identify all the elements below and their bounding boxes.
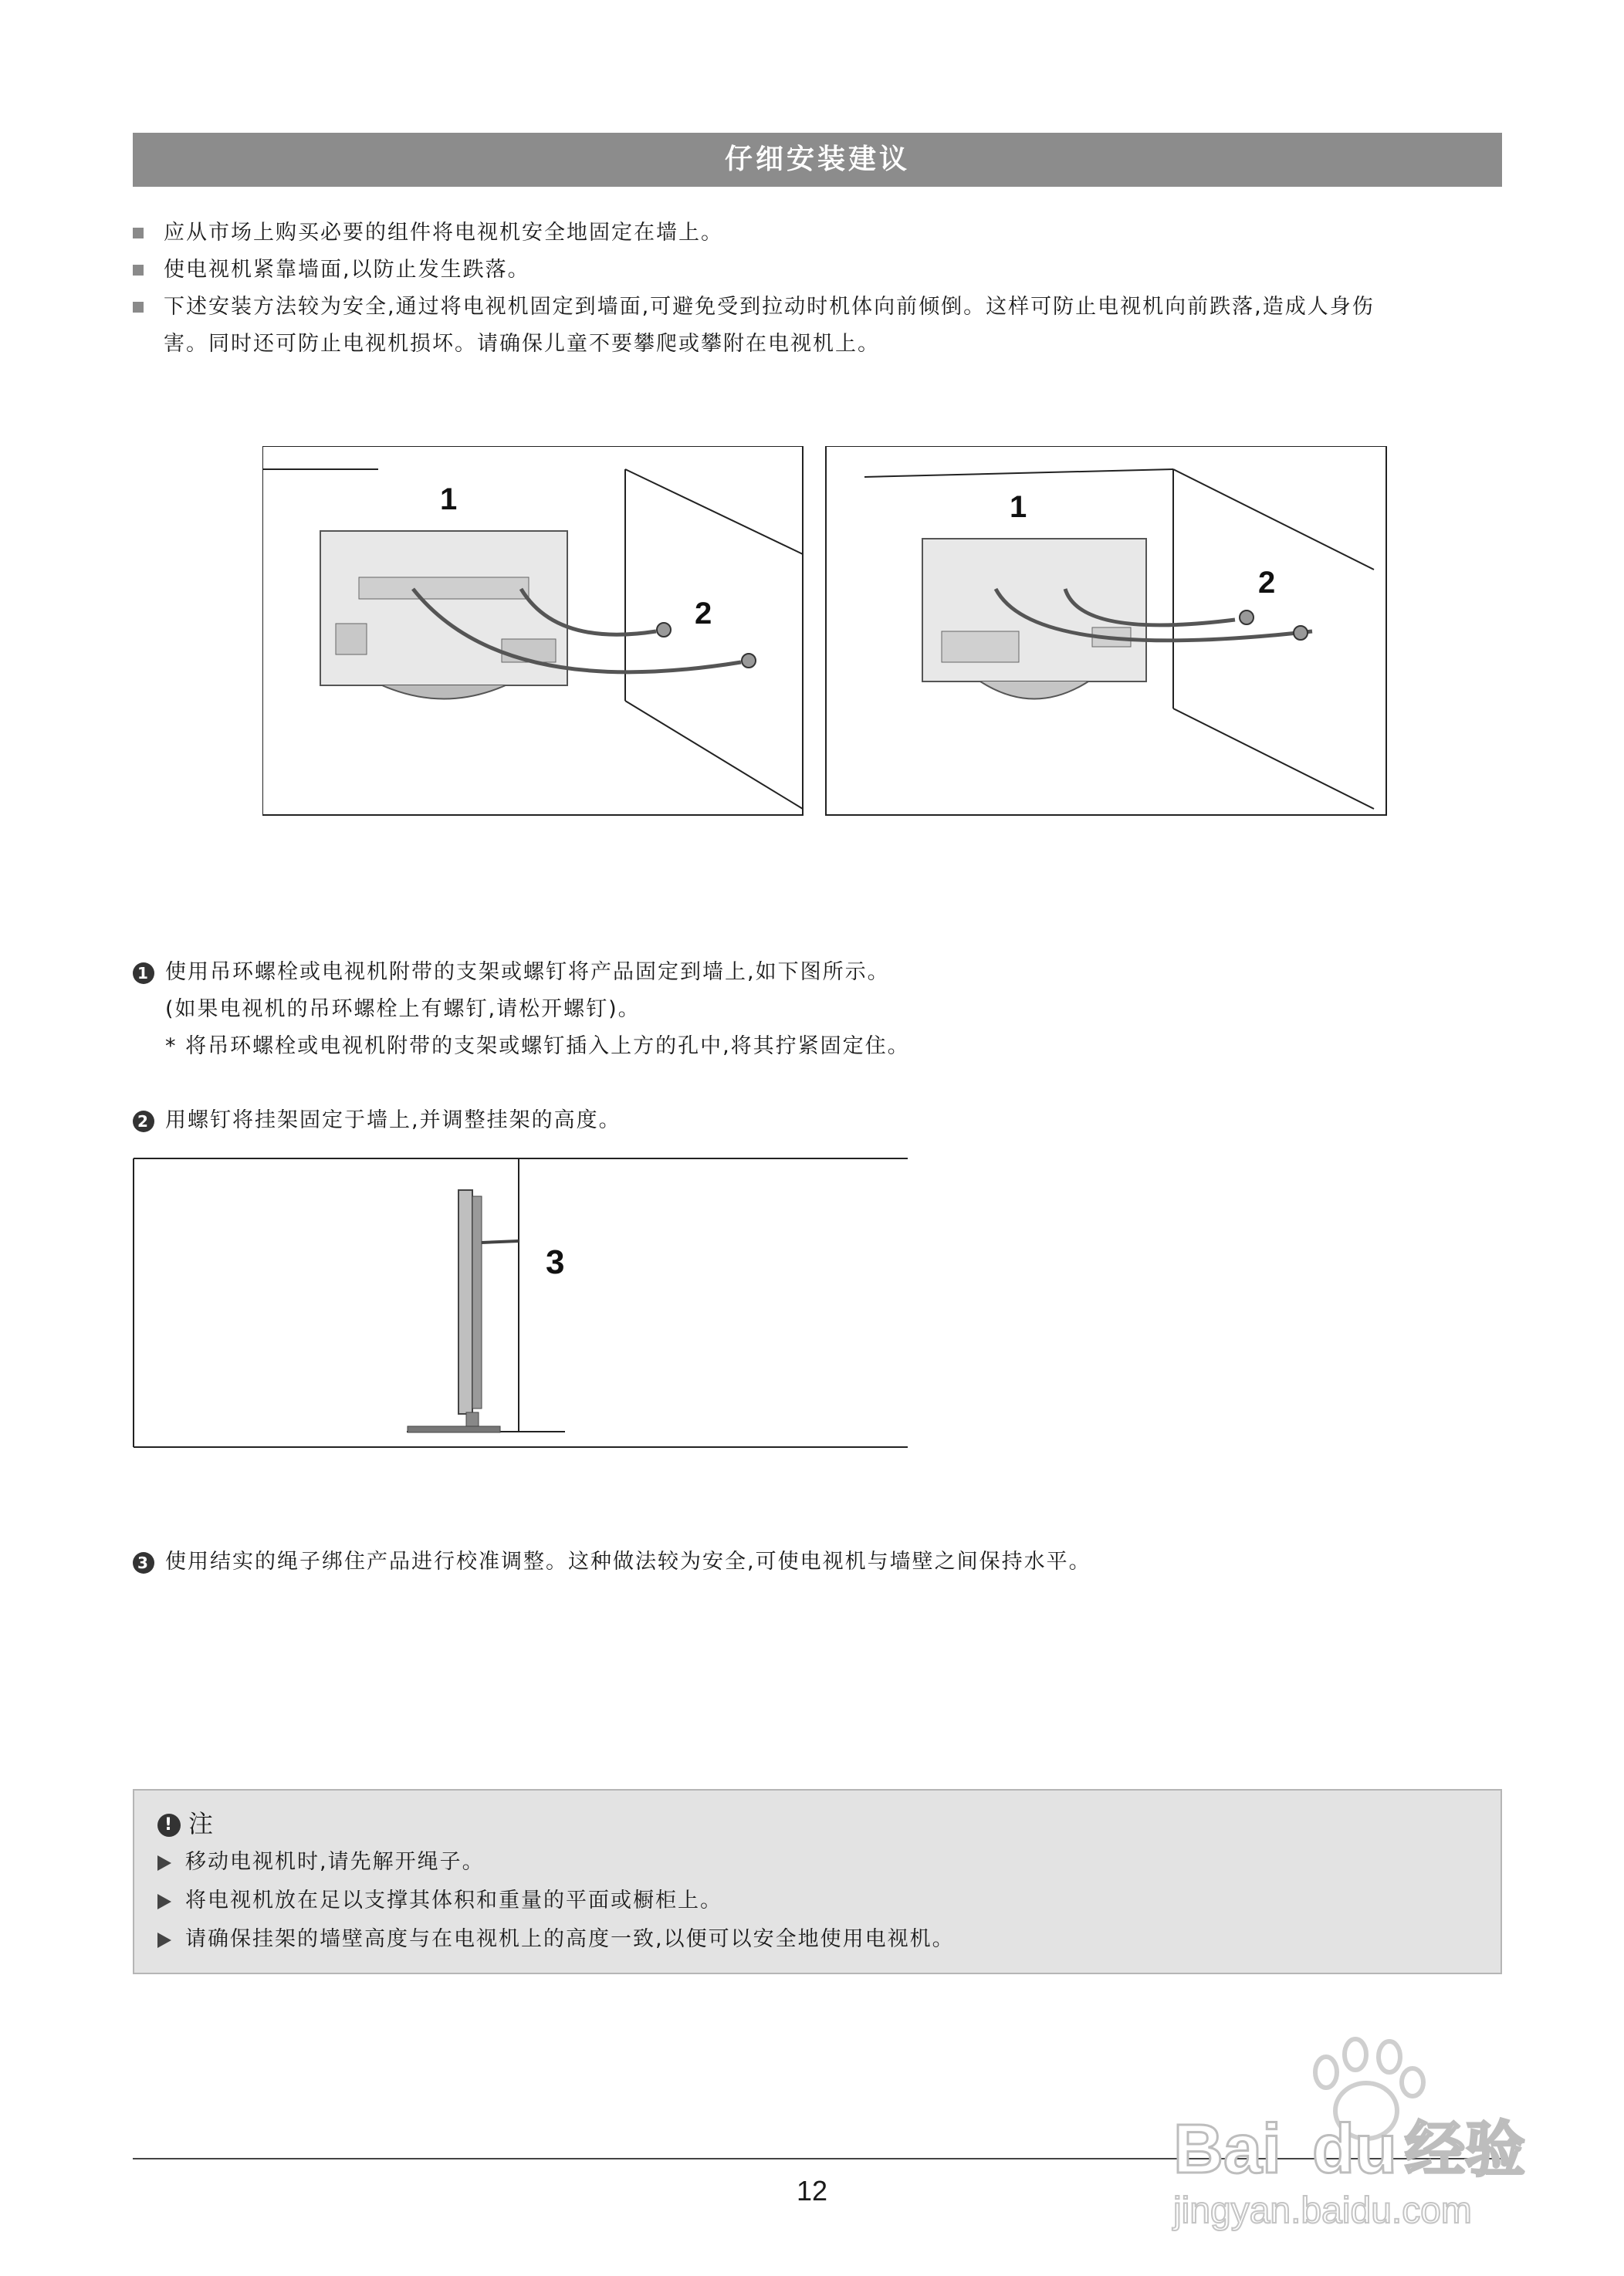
square-bullet-icon: [133, 302, 144, 313]
square-bullet-icon: [133, 228, 144, 238]
triangle-bullet-icon: [157, 1855, 171, 1871]
triangle-bullet-icon: [157, 1894, 171, 1909]
fig-label: 2: [1258, 566, 1276, 600]
exclamation-icon: !: [157, 1814, 181, 1837]
bullet-item: [133, 289, 1507, 326]
step-2: [133, 1102, 621, 1139]
fig-label: 1: [1010, 490, 1027, 524]
bullet-text: 下述安装方法较为安全,通过将电视机固定到墙面,可避免受到拉动时机体向前倾倒。这样可防止电视机向前跌落,造成人身伤: [164, 295, 1375, 319]
note-item: [157, 1882, 1477, 1920]
wall-bolt-icon: [742, 654, 756, 668]
tv-back-icon: [922, 539, 1146, 699]
triangle-bullet-icon: [157, 1933, 171, 1948]
bullet-item: [133, 215, 1507, 252]
note-box: [133, 1789, 1502, 1974]
step-number-badge: 1: [133, 962, 154, 984]
left-diagram: [262, 446, 803, 815]
bullet-text: 使电视机紧靠墙面,以防止发生跌落。: [164, 258, 530, 282]
section-title: 仔细安装建议: [133, 133, 1502, 187]
bullet-text: 应从市场上购买必要的组件将电视机安全地固定在墙上。: [164, 221, 723, 245]
wall-bolt-icon: [657, 623, 671, 637]
watermark-brand: Bai: [1173, 2111, 1282, 2188]
watermark-cn: 经验: [1405, 2115, 1526, 2185]
fig-label: 1: [440, 482, 458, 516]
tv-back-icon: [320, 531, 567, 699]
step-3: [133, 1544, 1091, 1581]
watermark-url: jingyan.baidu.com: [1173, 2190, 1472, 2231]
wall-bolt-icon: [1240, 610, 1254, 624]
step-number-badge: 2: [133, 1111, 154, 1132]
step-text: (如果电视机的吊环螺栓上有螺钉,请松开螺钉)。: [165, 997, 641, 1021]
step-text: 使用吊环螺栓或电视机附带的支架或螺钉将产品固定到墙上,如下图所示。: [165, 960, 890, 984]
square-bullet-icon: [133, 265, 144, 276]
step-number-badge: 3: [133, 1552, 154, 1574]
wall-mount-figure: [262, 446, 1391, 818]
step-text: 用螺钉将挂架固定于墙上,并调整挂架的高度。: [165, 1108, 621, 1132]
note-item: [157, 1843, 1477, 1882]
note-item: [157, 1920, 1477, 1959]
step-text: * 将吊环螺栓或电视机附带的支架或螺钉插入上方的孔中,将其拧紧固定住。: [165, 1034, 910, 1058]
wall-bolt-icon: [1294, 626, 1308, 640]
fig-label: 3: [546, 1243, 565, 1281]
step-1: [133, 954, 910, 1065]
note-item-text: 将电视机放在足以支撑其体积和重量的平面或橱柜上。: [185, 1889, 722, 1912]
fig-label: 2: [695, 597, 712, 631]
page-number: 12: [796, 2175, 828, 2207]
note-title: [157, 1804, 1477, 1843]
note-item-text: 请确保挂架的墙壁高度与在电视机上的高度一致,以便可以安全地使用电视机。: [185, 1927, 955, 1951]
watermark-brand2: du: [1312, 2111, 1397, 2188]
baidu-jingyan-watermark: [1127, 2030, 1559, 2261]
bullet-text: 害。同时还可防止电视机损坏。请确保儿童不要攀爬或攀附在电视机上。: [164, 332, 880, 356]
bullet-item: [133, 252, 1507, 289]
bullet-item-continuation: [133, 326, 1507, 363]
note-item-text: 移动电视机时,请先解开绳子。: [185, 1850, 485, 1874]
strap-line: [482, 1241, 519, 1243]
intro-bullets: [133, 215, 1507, 363]
note-title-text: 注: [188, 1809, 215, 1838]
step-text: 使用结实的绳子绑住产品进行校准调整。这种做法较为安全,可使电视机与墙壁之间保持水平。: [165, 1550, 1091, 1574]
right-diagram: [826, 446, 1386, 815]
side-view-figure: [133, 1158, 909, 1455]
